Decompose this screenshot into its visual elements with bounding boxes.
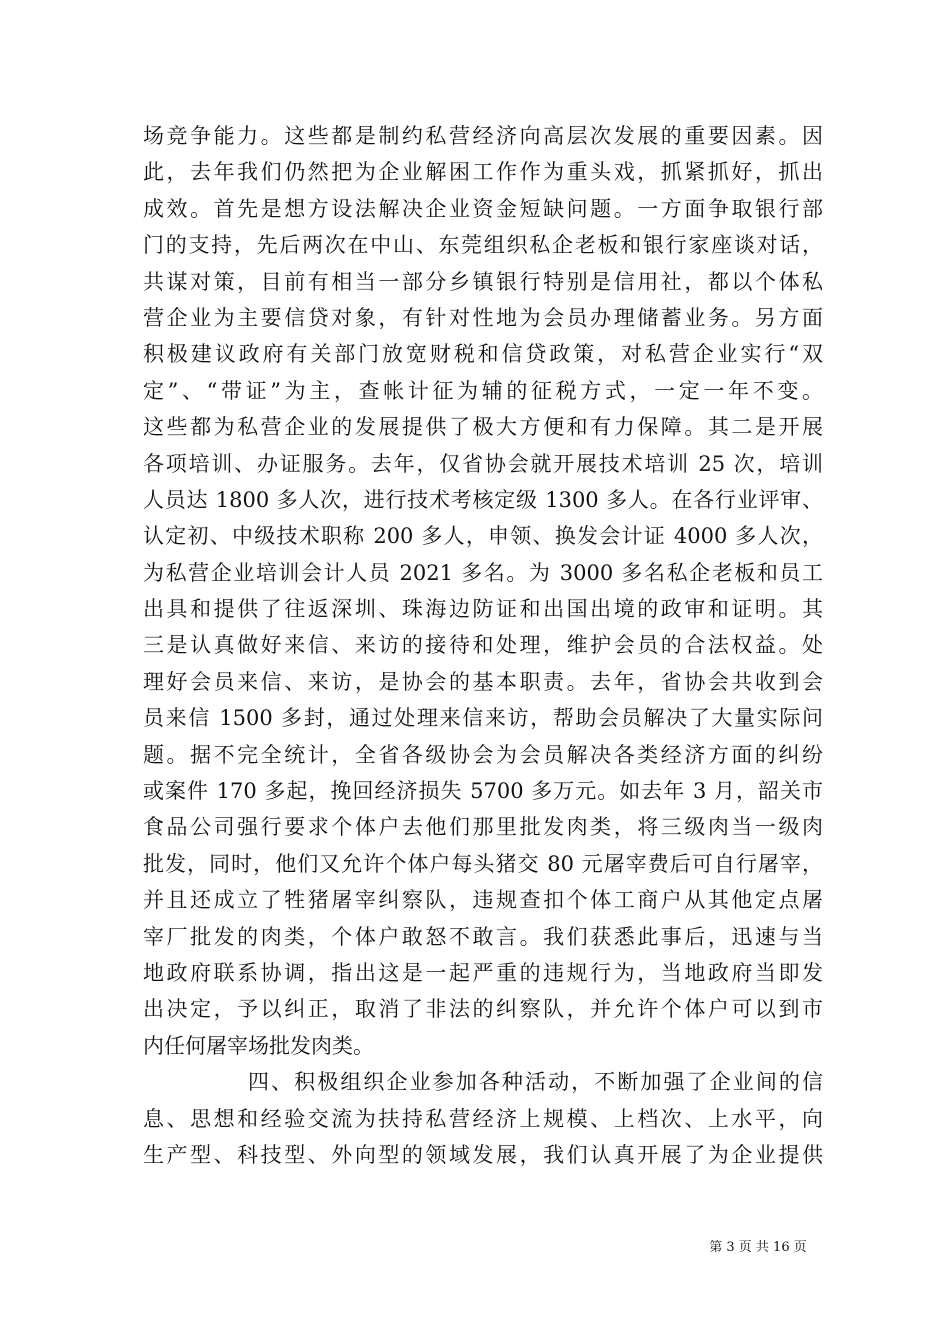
text-line: 食品公司强行要求个体户去他们那里批发肉类，将三级肉当一级肉	[143, 815, 823, 840]
text-line: 息、思想和经验交流为扶持私营经济上规模、上档次、上水平，向	[143, 1106, 823, 1131]
text-line: 营企业为主要信贷对象，有针对性地为会员办理储蓄业务。另方面	[143, 305, 823, 330]
text-line: 门的支持，先后两次在中山、东莞组织私企老板和银行家座谈对话，	[143, 233, 823, 258]
text-line: 积极建议政府有关部门放宽财税和信贷政策，对私营企业实行“双	[143, 342, 823, 367]
text-line: 人员达 1800 多人次，进行技术考核定级 1300 多人。在各行业评审、	[143, 487, 823, 512]
text-line: 这些都为私营企业的发展提供了极大方便和有力保障。其二是开展	[143, 415, 823, 440]
text-line: 为私营企业培训会计人员 2021 多名。为 3000 多名私企老板和员工	[143, 560, 823, 585]
text-line: 四、积极组织企业参加各种活动，不断加强了企业间的信	[248, 1070, 823, 1095]
text-line: 或案件 170 多起，挽回经济损失 5700 多万元。如去年 3 月，韶关市	[143, 779, 823, 804]
text-line: 内任何屠宰场批发肉类。	[143, 1033, 374, 1058]
text-line: 批发，同时，他们又允许个体户每头猪交 80 元屠宰费后可自行屠宰，	[143, 851, 823, 876]
text-line: 地政府联系协调，指出这是一起严重的违规行为，当地政府当即发	[143, 960, 823, 985]
text-line: 三是认真做好来信、来访的接待和处理，维护会员的合法权益。处	[143, 633, 823, 658]
text-line: 员来信 1500 多封，通过处理来信来访，帮助会员解决了大量实际问	[143, 706, 823, 731]
text-line: 场竞争能力。这些都是制约私营经济向高层次发展的重要因素。因	[143, 124, 823, 148]
text-line: 共谋对策，目前有相当一部分乡镇银行特别是信用社，都以个体私	[143, 269, 823, 294]
text-line: 出决定，予以纠正，取消了非法的纠察队，并允许个体户可以到市	[143, 997, 823, 1022]
text-line: 各项培训、办证服务。去年，仅省协会就开展技术培训 25 次，培训	[143, 451, 823, 476]
paragraph-1	[143, 118, 823, 1064]
text-line: 定”、“带证”为主，查帐计征为辅的征税方式，一定一年不变。	[143, 378, 823, 403]
page-number: 第 3 页 共 16 页	[709, 1240, 807, 1255]
text-line: 题。据不完全统计，全省各级协会为会员解决各类经济方面的纠纷	[143, 742, 823, 767]
text-line: 并且还成立了牲猪屠宰纠察队，违规查扣个体工商户从其他定点屠	[143, 888, 823, 913]
document-body	[143, 118, 823, 1173]
text-line: 宰厂批发的肉类，个体户敢怒不敢言。我们获悉此事后，迅速与当	[143, 924, 823, 949]
text-line: 认定初、中级技术职称 200 多人，申领、换发会计证 4000 多人次，	[143, 524, 823, 549]
page-footer	[0, 1236, 950, 1255]
text-line: 理好会员来信、来访，是协会的基本职责。去年，省协会共收到会	[143, 669, 823, 694]
text-line: 出具和提供了往返深圳、珠海边防证和出国出境的政审和证明。其	[143, 597, 823, 622]
paragraph-2	[143, 1064, 823, 1173]
text-line: 此，去年我们仍然把为企业解困工作作为重头戏，抓紧抓好，抓出	[143, 160, 823, 185]
text-line: 成效。首先是想方设法解决企业资金短缺问题。一方面争取银行部	[143, 196, 823, 221]
text-line: 生产型、科技型、外向型的领域发展，我们认真开展了为企业提供	[143, 1142, 823, 1167]
